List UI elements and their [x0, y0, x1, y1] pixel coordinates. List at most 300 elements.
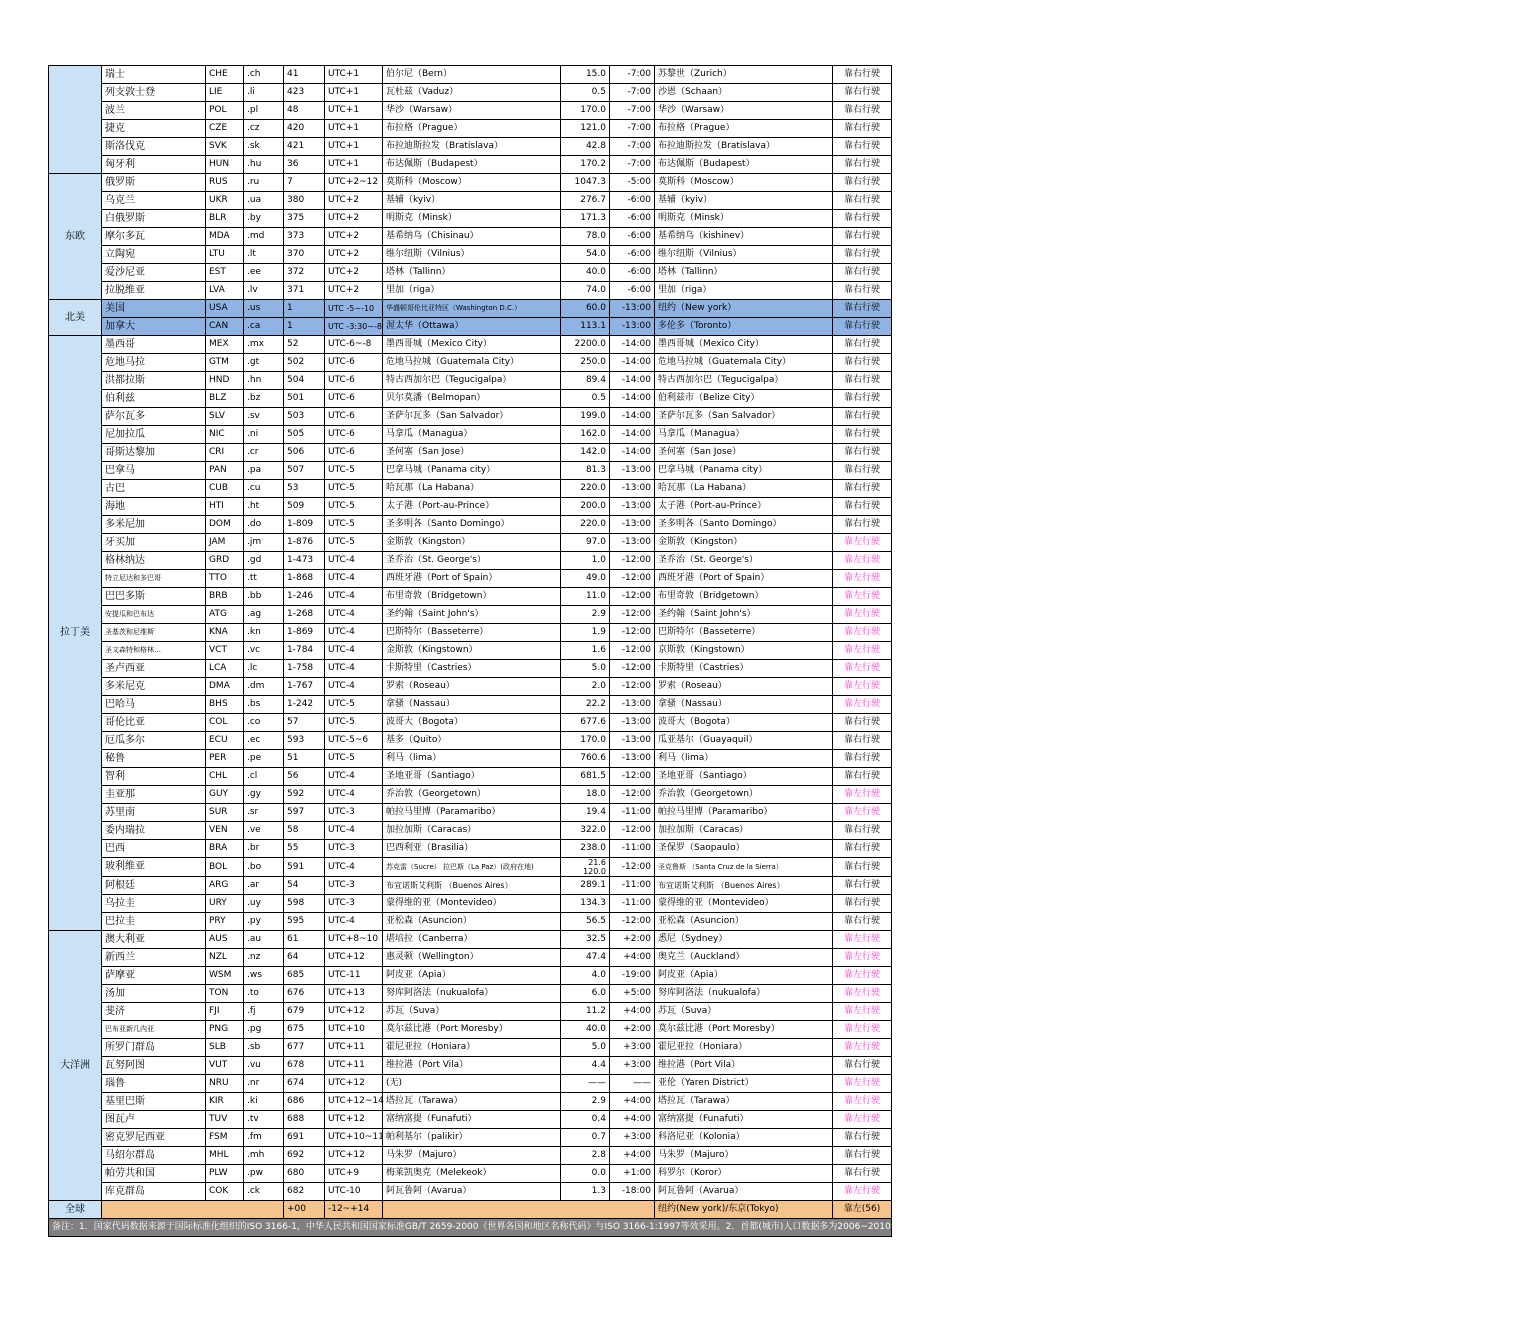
driving-side-cell: 靠右行驶	[833, 895, 892, 913]
major-city-cell: 明斯克（Minsk）	[655, 210, 833, 228]
utc-offset-cell: UTC+2~12	[325, 174, 383, 192]
utc-offset-cell: UTC-6~-8	[325, 336, 383, 354]
capital-cell: 拿骚（Nassau）	[383, 696, 561, 714]
iso-code-cell: LVA	[206, 282, 244, 300]
driving-side-cell: 靠左行驶	[833, 1075, 892, 1093]
iso-code-cell: HTI	[206, 498, 244, 516]
driving-side-cell: 靠左行驶	[833, 985, 892, 1003]
table-row	[49, 156, 892, 174]
time-difference-cell: -5:00	[610, 174, 655, 192]
table-row	[49, 66, 892, 84]
utc-offset-cell: UTC+12~14	[325, 1093, 383, 1111]
country-name-cell: 斐济	[102, 1003, 206, 1021]
major-city-cell: 乔治敦（Georgetown）	[655, 786, 833, 804]
dial-code-cell: 1-869	[284, 624, 325, 642]
dial-code-cell: 56	[284, 768, 325, 786]
population-cell: 681.5	[561, 768, 610, 786]
iso-code-cell: CRI	[206, 444, 244, 462]
dial-code-cell: 48	[284, 102, 325, 120]
major-city-cell: 马朱罗（Majuro）	[655, 1147, 833, 1165]
iso-code-cell: CHE	[206, 66, 244, 84]
time-difference-cell: -11:00	[610, 804, 655, 822]
dial-code-cell: 54	[284, 877, 325, 895]
utc-offset-cell: UTC+10	[325, 1021, 383, 1039]
major-city-cell: 太子港（Port-au-Prince）	[655, 498, 833, 516]
time-difference-cell: -7:00	[610, 66, 655, 84]
time-difference-cell: -11:00	[610, 877, 655, 895]
utc-offset-cell: UTC+1	[325, 120, 383, 138]
dial-code-cell: 677	[284, 1039, 325, 1057]
iso-code-cell: BRB	[206, 588, 244, 606]
time-difference-cell: -13:00	[610, 750, 655, 768]
tld-cell: .pw	[244, 1165, 284, 1183]
population-cell: 322.0	[561, 822, 610, 840]
driving-side-cell: 靠左行驶	[833, 1183, 892, 1201]
table-row	[49, 750, 892, 768]
capital-cell: 蒙得维的亚（Montevideo）	[383, 895, 561, 913]
country-name-cell: 安提瓜和巴布达	[102, 606, 206, 624]
table-row	[49, 931, 892, 949]
dial-code-cell: 507	[284, 462, 325, 480]
dial-code-cell: 679	[284, 1003, 325, 1021]
time-difference-cell: +4:00	[610, 1003, 655, 1021]
capital-cell: 瓦杜兹（Vaduz）	[383, 84, 561, 102]
tld-cell: .ua	[244, 192, 284, 210]
capital-cell: 马拿瓜（Managua）	[383, 426, 561, 444]
capital-cell: 阿瓦鲁阿（Avarua）	[383, 1183, 561, 1201]
total-utc-cell: -12~+14	[325, 1201, 383, 1219]
country-name-cell: 哥斯达黎加	[102, 444, 206, 462]
tld-cell: .ca	[244, 318, 284, 336]
driving-side-cell: 靠左行驶	[833, 931, 892, 949]
driving-side-cell: 靠右行驶	[833, 913, 892, 931]
utc-offset-cell: UTC+2	[325, 210, 383, 228]
tld-cell: .li	[244, 84, 284, 102]
major-city-cell: 圣乔治（St. George's）	[655, 552, 833, 570]
major-city-cell: 京斯敦（Kingstown）	[655, 642, 833, 660]
major-city-cell: 圣克鲁斯 （Santa Cruz de la Sierra）	[655, 858, 833, 877]
time-difference-cell: -7:00	[610, 84, 655, 102]
tld-cell: .pe	[244, 750, 284, 768]
dial-code-cell: 688	[284, 1111, 325, 1129]
dial-code-cell: 373	[284, 228, 325, 246]
major-city-cell: 圣保罗（Saopaulo）	[655, 840, 833, 858]
time-difference-cell: +4:00	[610, 1147, 655, 1165]
iso-code-cell: GUY	[206, 786, 244, 804]
table-row	[49, 840, 892, 858]
time-difference-cell: -13:00	[610, 300, 655, 318]
capital-cell: (无)	[383, 1075, 561, 1093]
driving-side-cell: 靠右行驶	[833, 1165, 892, 1183]
tld-cell: .pa	[244, 462, 284, 480]
country-name-cell: 乌拉圭	[102, 895, 206, 913]
population-cell: 42.8	[561, 138, 610, 156]
population-cell: 2200.0	[561, 336, 610, 354]
time-difference-cell: -7:00	[610, 102, 655, 120]
iso-code-cell: BRA	[206, 840, 244, 858]
capital-cell: 利马（lima）	[383, 750, 561, 768]
population-cell: 289.1	[561, 877, 610, 895]
total-dial-cell: +00	[284, 1201, 325, 1219]
utc-offset-cell: UTC-5~6	[325, 732, 383, 750]
tld-cell: .cu	[244, 480, 284, 498]
iso-code-cell: PLW	[206, 1165, 244, 1183]
driving-side-cell: 靠左行驶	[833, 534, 892, 552]
major-city-cell: 科罗尔（Koror）	[655, 1165, 833, 1183]
tld-cell: .lt	[244, 246, 284, 264]
population-cell: 171.3	[561, 210, 610, 228]
population-cell: 5.0	[561, 1039, 610, 1057]
country-name-cell: 委内瑞拉	[102, 822, 206, 840]
major-city-cell: 亚伦（Yaren District）	[655, 1075, 833, 1093]
tld-cell: .pg	[244, 1021, 284, 1039]
tld-cell: .kn	[244, 624, 284, 642]
dial-code-cell: 503	[284, 408, 325, 426]
capital-cell: 布达佩斯（Budapest）	[383, 156, 561, 174]
population-cell: 18.0	[561, 786, 610, 804]
tld-cell: .do	[244, 516, 284, 534]
country-name-cell: 萨尔瓦多	[102, 408, 206, 426]
iso-code-cell: PNG	[206, 1021, 244, 1039]
capital-cell: 卡斯特里（Castries）	[383, 660, 561, 678]
major-city-cell: 富纳富提（Funafuti）	[655, 1111, 833, 1129]
tld-cell: .ni	[244, 426, 284, 444]
dial-code-cell: 598	[284, 895, 325, 913]
table-row	[49, 516, 892, 534]
time-difference-cell: +3:00	[610, 1129, 655, 1147]
utc-offset-cell: UTC+12	[325, 1147, 383, 1165]
time-difference-cell: -14:00	[610, 426, 655, 444]
total-row	[49, 1201, 892, 1219]
country-name-cell: 玻利维亚	[102, 858, 206, 877]
major-city-cell: 苏黎世（Zurich）	[655, 66, 833, 84]
population-cell: 1047.3	[561, 174, 610, 192]
capital-cell: 太子港（Port-au-Prince）	[383, 498, 561, 516]
population-cell: 2.0	[561, 678, 610, 696]
dial-code-cell: 371	[284, 282, 325, 300]
tld-cell: .ru	[244, 174, 284, 192]
dial-code-cell: 380	[284, 192, 325, 210]
driving-side-cell: 靠左行驶	[833, 1021, 892, 1039]
dial-code-cell: 502	[284, 354, 325, 372]
table-row	[49, 804, 892, 822]
iso-code-cell: POL	[206, 102, 244, 120]
table-row	[49, 498, 892, 516]
driving-side-cell: 靠右行驶	[833, 426, 892, 444]
utc-offset-cell: UTC+1	[325, 102, 383, 120]
driving-side-cell: 靠左行驶	[833, 606, 892, 624]
iso-code-cell: GTM	[206, 354, 244, 372]
iso-code-cell: NRU	[206, 1075, 244, 1093]
capital-cell: 维尔纽斯（Vilnius）	[383, 246, 561, 264]
tld-cell: .fm	[244, 1129, 284, 1147]
major-city-cell: 西班牙港（Port of Spain）	[655, 570, 833, 588]
major-city-cell: 危地马拉城（Guatemala City）	[655, 354, 833, 372]
major-city-cell: 纽约（New york）	[655, 300, 833, 318]
tld-cell: .sv	[244, 408, 284, 426]
major-city-cell: 马拿瓜（Managua）	[655, 426, 833, 444]
table-row	[49, 408, 892, 426]
tld-cell: .hu	[244, 156, 284, 174]
capital-cell: 罗索（Roseau）	[383, 678, 561, 696]
table-row	[49, 1165, 892, 1183]
population-cell: 19.4	[561, 804, 610, 822]
dial-code-cell: 1-242	[284, 696, 325, 714]
utc-offset-cell: UTC+8~10	[325, 931, 383, 949]
tld-cell: .to	[244, 985, 284, 1003]
iso-code-cell: SUR	[206, 804, 244, 822]
country-name-cell: 多米尼加	[102, 516, 206, 534]
dial-code-cell: 423	[284, 84, 325, 102]
driving-side-cell: 靠左行驶	[833, 1111, 892, 1129]
capital-cell: 伯尔尼（Bern）	[383, 66, 561, 84]
dial-code-cell: 1-809	[284, 516, 325, 534]
population-cell: 78.0	[561, 228, 610, 246]
time-difference-cell: -12:00	[610, 913, 655, 931]
population-cell: 21.6 120.0	[561, 858, 610, 877]
capital-cell: 墨西哥城（Mexico City）	[383, 336, 561, 354]
table-row	[49, 534, 892, 552]
iso-code-cell: WSM	[206, 967, 244, 985]
country-name-cell: 帕劳共和国	[102, 1165, 206, 1183]
tld-cell: .lc	[244, 660, 284, 678]
total-empty-cell	[102, 1201, 284, 1219]
tld-cell: .md	[244, 228, 284, 246]
tld-cell: .tt	[244, 570, 284, 588]
table-row	[49, 264, 892, 282]
utc-offset-cell: UTC-4	[325, 786, 383, 804]
table-row	[49, 1183, 892, 1201]
table-row	[49, 822, 892, 840]
dial-code-cell: 506	[284, 444, 325, 462]
time-difference-cell: -12:00	[610, 678, 655, 696]
iso-code-cell: TTO	[206, 570, 244, 588]
driving-side-cell: 靠左行驶	[833, 967, 892, 985]
iso-code-cell: TUV	[206, 1111, 244, 1129]
capital-cell: 莫尔兹比港（Port Moresby）	[383, 1021, 561, 1039]
driving-side-cell: 靠左行驶	[833, 949, 892, 967]
country-name-cell: 巴拉圭	[102, 913, 206, 931]
utc-offset-cell: UTC+11	[325, 1039, 383, 1057]
country-name-cell: 尼加拉瓜	[102, 426, 206, 444]
iso-code-cell: FSM	[206, 1129, 244, 1147]
table-row	[49, 192, 892, 210]
major-city-cell: 努库阿洛法（nukualofa）	[655, 985, 833, 1003]
utc-offset-cell: UTC-4	[325, 822, 383, 840]
population-cell: 162.0	[561, 426, 610, 444]
table-row	[49, 102, 892, 120]
country-name-cell: 摩尔多瓦	[102, 228, 206, 246]
capital-cell: 圣乔治（St. George's）	[383, 552, 561, 570]
population-cell: ——	[561, 1075, 610, 1093]
dial-code-cell: 1-473	[284, 552, 325, 570]
population-cell: 81.3	[561, 462, 610, 480]
capital-cell: 圣多明各（Santo Domingo）	[383, 516, 561, 534]
tld-cell: .au	[244, 931, 284, 949]
population-cell: 60.0	[561, 300, 610, 318]
major-city-cell: 圣多明各（Santo Domingo）	[655, 516, 833, 534]
population-cell: 5.0	[561, 660, 610, 678]
driving-side-cell: 靠右行驶	[833, 462, 892, 480]
dial-code-cell: 1-758	[284, 660, 325, 678]
utc-offset-cell: UTC+10~11	[325, 1129, 383, 1147]
capital-cell: 苏克雷（Sucre） 拉巴斯（La Paz）(政府在地)	[383, 858, 561, 877]
table-row	[49, 732, 892, 750]
country-name-cell: 密克罗尼西亚	[102, 1129, 206, 1147]
dial-code-cell: 680	[284, 1165, 325, 1183]
major-city-cell: 奥克兰（Auckland）	[655, 949, 833, 967]
capital-cell: 哈瓦那（La Habana）	[383, 480, 561, 498]
utc-offset-cell: UTC-5	[325, 714, 383, 732]
utc-offset-cell: UTC+1	[325, 84, 383, 102]
table-row	[49, 210, 892, 228]
table-row	[49, 174, 892, 192]
utc-offset-cell: UTC-6	[325, 444, 383, 462]
driving-side-cell: 靠左行驶	[833, 552, 892, 570]
country-name-cell: 爱沙尼亚	[102, 264, 206, 282]
utc-offset-cell: UTC+1	[325, 156, 383, 174]
capital-cell: 基多（Quito）	[383, 732, 561, 750]
major-city-cell: 圣何塞（San Jose）	[655, 444, 833, 462]
country-name-cell: 巴西	[102, 840, 206, 858]
capital-cell: 亚松森（Asuncion）	[383, 913, 561, 931]
iso-code-cell: UKR	[206, 192, 244, 210]
dial-code-cell: 682	[284, 1183, 325, 1201]
tld-cell: .us	[244, 300, 284, 318]
time-difference-cell: -14:00	[610, 354, 655, 372]
capital-cell: 西班牙港（Port of Spain）	[383, 570, 561, 588]
table-row	[49, 624, 892, 642]
time-difference-cell: -13:00	[610, 714, 655, 732]
population-cell: 0.4	[561, 1111, 610, 1129]
population-cell: 170.2	[561, 156, 610, 174]
tld-cell: .jm	[244, 534, 284, 552]
major-city-cell: 阿皮亚（Apia）	[655, 967, 833, 985]
time-difference-cell: +4:00	[610, 1093, 655, 1111]
population-cell: 22.2	[561, 696, 610, 714]
dial-code-cell: 1	[284, 300, 325, 318]
tld-cell: .mh	[244, 1147, 284, 1165]
iso-code-cell: SLV	[206, 408, 244, 426]
iso-code-cell: VUT	[206, 1057, 244, 1075]
tld-cell: .bz	[244, 390, 284, 408]
major-city-cell: 圣地亚哥（Santiago）	[655, 768, 833, 786]
region-cell: 东欧	[49, 174, 102, 300]
table-row	[49, 913, 892, 931]
table-row	[49, 606, 892, 624]
population-cell: 47.4	[561, 949, 610, 967]
time-difference-cell: -13:00	[610, 462, 655, 480]
dial-code-cell: 372	[284, 264, 325, 282]
major-city-cell: 波哥大（Bogota）	[655, 714, 833, 732]
utc-offset-cell: UTC+12	[325, 1111, 383, 1129]
tld-cell: .ag	[244, 606, 284, 624]
driving-side-cell: 靠右行驶	[833, 768, 892, 786]
iso-code-cell: VEN	[206, 822, 244, 840]
driving-side-cell: 靠右行驶	[833, 174, 892, 192]
utc-offset-cell: UTC+12	[325, 949, 383, 967]
population-cell: 220.0	[561, 480, 610, 498]
capital-cell: 富纳富提（Funafuti）	[383, 1111, 561, 1129]
tld-cell: .ee	[244, 264, 284, 282]
population-cell: 113.1	[561, 318, 610, 336]
time-difference-cell: -13:00	[610, 498, 655, 516]
dial-code-cell: 36	[284, 156, 325, 174]
population-cell: 54.0	[561, 246, 610, 264]
country-name-cell: 秘鲁	[102, 750, 206, 768]
driving-side-cell: 靠右行驶	[833, 66, 892, 84]
capital-cell: 阿皮亚（Apia）	[383, 967, 561, 985]
iso-code-cell: ARG	[206, 877, 244, 895]
iso-code-cell: SLB	[206, 1039, 244, 1057]
tld-cell: .sk	[244, 138, 284, 156]
major-city-cell: 霍尼亚拉（Honiara）	[655, 1039, 833, 1057]
driving-side-cell: 靠右行驶	[833, 480, 892, 498]
driving-side-cell: 靠左行驶	[833, 624, 892, 642]
iso-code-cell: GRD	[206, 552, 244, 570]
utc-offset-cell: UTC-6	[325, 390, 383, 408]
driving-side-cell: 靠右行驶	[833, 1129, 892, 1147]
driving-side-cell: 靠右行驶	[833, 210, 892, 228]
utc-offset-cell: UTC-4	[325, 642, 383, 660]
country-name-cell: 瑞士	[102, 66, 206, 84]
major-city-cell: 多伦多（Toronto）	[655, 318, 833, 336]
capital-cell: 圣何塞（San Jose）	[383, 444, 561, 462]
driving-side-cell: 靠左行驶	[833, 1039, 892, 1057]
population-cell: 134.3	[561, 895, 610, 913]
time-difference-cell: -7:00	[610, 138, 655, 156]
utc-offset-cell: UTC+2	[325, 264, 383, 282]
country-name-cell: 洪都拉斯	[102, 372, 206, 390]
utc-offset-cell: UTC-4	[325, 768, 383, 786]
country-name-cell: 库克群岛	[102, 1183, 206, 1201]
population-cell: 170.0	[561, 732, 610, 750]
population-cell: 1.0	[561, 552, 610, 570]
country-name-cell: 瑙鲁	[102, 1075, 206, 1093]
table-row	[49, 895, 892, 913]
country-name-cell: 白俄罗斯	[102, 210, 206, 228]
utc-offset-cell: UTC-5	[325, 462, 383, 480]
major-city-cell: 沙恩（Schaan）	[655, 84, 833, 102]
table-row	[49, 1075, 892, 1093]
tld-cell: .bb	[244, 588, 284, 606]
dial-code-cell: 692	[284, 1147, 325, 1165]
capital-cell: 加拉加斯（Caracas）	[383, 822, 561, 840]
iso-code-cell: DOM	[206, 516, 244, 534]
iso-code-cell: LIE	[206, 84, 244, 102]
iso-code-cell: JAM	[206, 534, 244, 552]
major-city-cell: 亚松森（Asuncion）	[655, 913, 833, 931]
major-city-cell: 科洛尼亚（Kolonia）	[655, 1129, 833, 1147]
iso-code-cell: PAN	[206, 462, 244, 480]
driving-side-cell: 靠右行驶	[833, 138, 892, 156]
time-difference-cell: -7:00	[610, 156, 655, 174]
time-difference-cell: -6:00	[610, 282, 655, 300]
utc-offset-cell: UTC+1	[325, 138, 383, 156]
major-city-cell: 维拉港（Port Vila）	[655, 1057, 833, 1075]
iso-code-cell: COL	[206, 714, 244, 732]
population-cell: 170.0	[561, 102, 610, 120]
major-city-cell: 巴拿马城（Panama city）	[655, 462, 833, 480]
tld-cell: .cl	[244, 768, 284, 786]
capital-cell: 布拉格（Prague）	[383, 120, 561, 138]
utc-offset-cell: UTC-4	[325, 606, 383, 624]
tld-cell: .nr	[244, 1075, 284, 1093]
driving-side-cell: 靠右行驶	[833, 444, 892, 462]
dial-code-cell: 370	[284, 246, 325, 264]
country-name-cell: 巴拿马	[102, 462, 206, 480]
time-difference-cell: +3:00	[610, 1039, 655, 1057]
